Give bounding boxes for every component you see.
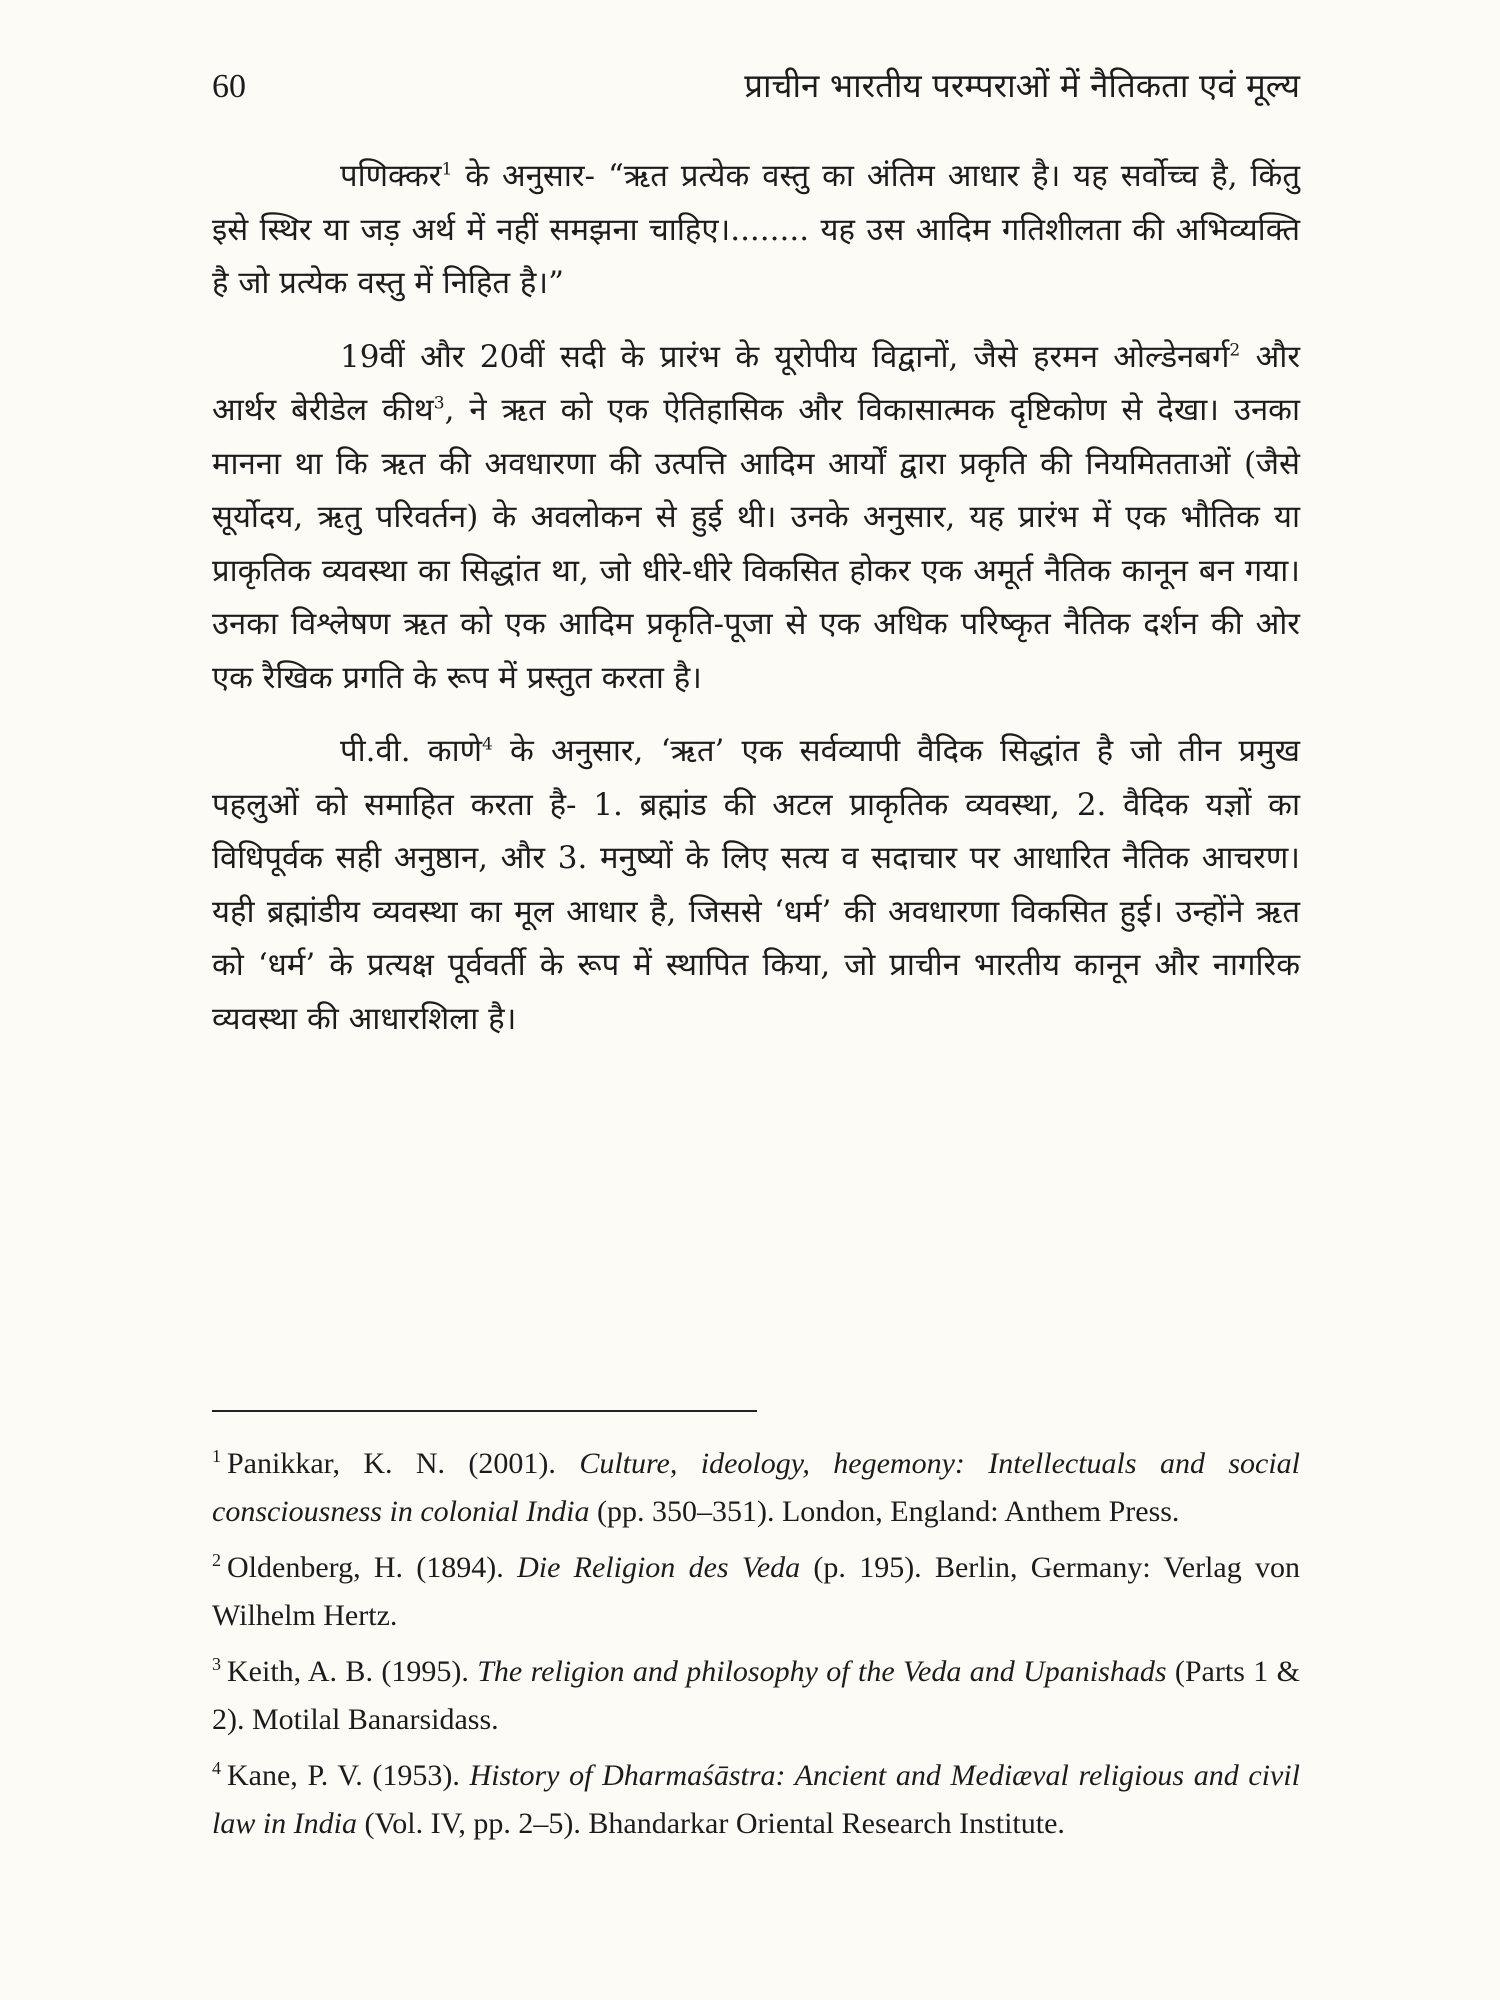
footnote-details: (p. 195). Berlin, Germany: Verlag von Wilhelm Hertz. — [212, 1551, 1300, 1632]
footnote-mark: 1 — [212, 1446, 221, 1466]
footnote-ref-1: 1 — [441, 159, 453, 180]
footnote-details: (Vol. IV, pp. 2–5). Bhandarkar Oriental Research Institute. — [357, 1807, 1065, 1840]
footnote-author: Keith, A. B. (1995). — [227, 1655, 478, 1688]
footnote-author: Kane, P. V. (1953). — [227, 1759, 470, 1792]
paragraph-text: पणिक्कर — [340, 158, 442, 194]
footnote-ref-3: 3 — [433, 393, 445, 414]
footnote-author: Panikkar, K. N. (2001). — [227, 1447, 580, 1480]
footnote-ref-2: 2 — [1229, 340, 1241, 361]
footnote-details: (Parts 1 & 2). Motilal Banarsidass. — [212, 1655, 1300, 1736]
footnote-title: Culture, ideology, hegemony: Intellectuals and social consciousness in colonial India — [212, 1447, 1301, 1528]
paragraph-text: के अनुसार, ‘ऋत’ एक सर्वव्यापी वैदिक सिद्धांत है जो तीन प्रमुख पहलुओं को समाहित करता है- 1. ब्रह्मांड की अटल प्राकृतिक व्यवस्था, 2. वैदिक यज्ञों का विधिपूर्वक सही अनुष्ठान, और 3. मनुष्यों के लिए सत्य व सदाचार पर आधारित नैतिक आचरण। यही ब्रह्मांडीय व्यवस्था का मूल आधार है, जिससे ‘धर्म’ की अवधारणा विकसित हुई। उन्होंने ऋत को ‘धर्म’ के प्रत्यक्ष पूर्ववर्ती के रूप में स्थापित किया, जो प्राचीन भारतीय कानून और नागरिक व्यवस्था की आधारशिला है। — [212, 733, 1300, 1037]
footnote-details: (pp. 350–351). London, England: Anthem Press. — [589, 1495, 1180, 1528]
footnote-title: History of Dharmaśāstra: Ancient and Mediæval religious and civil law in India — [212, 1759, 1300, 1840]
footnote-mark: 3 — [212, 1654, 221, 1674]
footnote-author: Oldenberg, H. (1894). — [227, 1551, 518, 1584]
paragraph-text: , ने ऋत को एक ऐतिहासिक और विकासात्मक दृष्टिकोण से देखा। उनका मानना था कि ऋत की अवधारणा की उत्पत्ति आदिम आर्यों द्वारा प्रकृति की नियमितताओं (जैसे सूर्योदय, ऋतु परिवर्तन) के अवलोकन से हुई थी। उनके अनुसार, यह प्रारंभ में एक भौतिक या प्राकृतिक व्यवस्था का सिद्धांत था, जो धीरे-धीरे विकसित होकर एक अमूर्त नैतिक कानून बन गया। उनका विश्लेषण ऋत को एक आदिम प्रकृति-पूजा से एक अधिक परिष्कृत नैतिक दर्शन की ओर एक रैखिक प्रगति के रूप में प्रस्तुत करता है। — [212, 392, 1300, 696]
paragraph-european-scholars — [212, 331, 1300, 706]
footnote-ref-4: 4 — [482, 734, 493, 755]
footnote-mark: 2 — [212, 1550, 221, 1570]
paragraph-kane — [212, 725, 1300, 1046]
page-number: 60 — [212, 68, 246, 105]
footnote-1 — [212, 1440, 1300, 1536]
footnote-3 — [212, 1648, 1300, 1744]
paragraph-text: 19वीं और 20वीं सदी के प्रारंभ के यूरोपीय विद्वानों, जैसे हरमन ओल्डेनबर्ग — [340, 338, 1230, 375]
footnotes — [212, 1440, 1300, 1856]
footnote-4 — [212, 1752, 1300, 1848]
paragraph-text: पी.वी. काणे — [340, 733, 483, 769]
body-text — [212, 150, 1300, 1046]
paragraph-panikkar — [212, 150, 1300, 311]
paragraph-text: और आर्थर बेरीडेल कीथ — [212, 338, 1300, 428]
footnote-title: The religion and philosophy of the Veda and Upanishads — [477, 1655, 1167, 1688]
footnote-mark: 4 — [212, 1758, 221, 1778]
footnote-divider — [212, 1410, 757, 1412]
paragraph-text: के अनुसार- “ऋत प्रत्येक वस्तु का अंतिम आधार है। यह सर्वोच्च है, किंतु इसे स्थिर या जड़ अर्थ में नहीं समझना चाहिए।........ यह उस आदिम गतिशीलता की अभिव्यक्ति है जो प्रत्येक वस्तु में निहित है।” — [212, 158, 1300, 301]
footnote-2 — [212, 1544, 1300, 1640]
page-header — [212, 62, 1300, 107]
footnote-title: Die Religion des Veda — [517, 1551, 801, 1584]
running-title: प्राचीन भारतीय परम्पराओं में नैतिकता एवं मूल्य — [744, 66, 1300, 105]
